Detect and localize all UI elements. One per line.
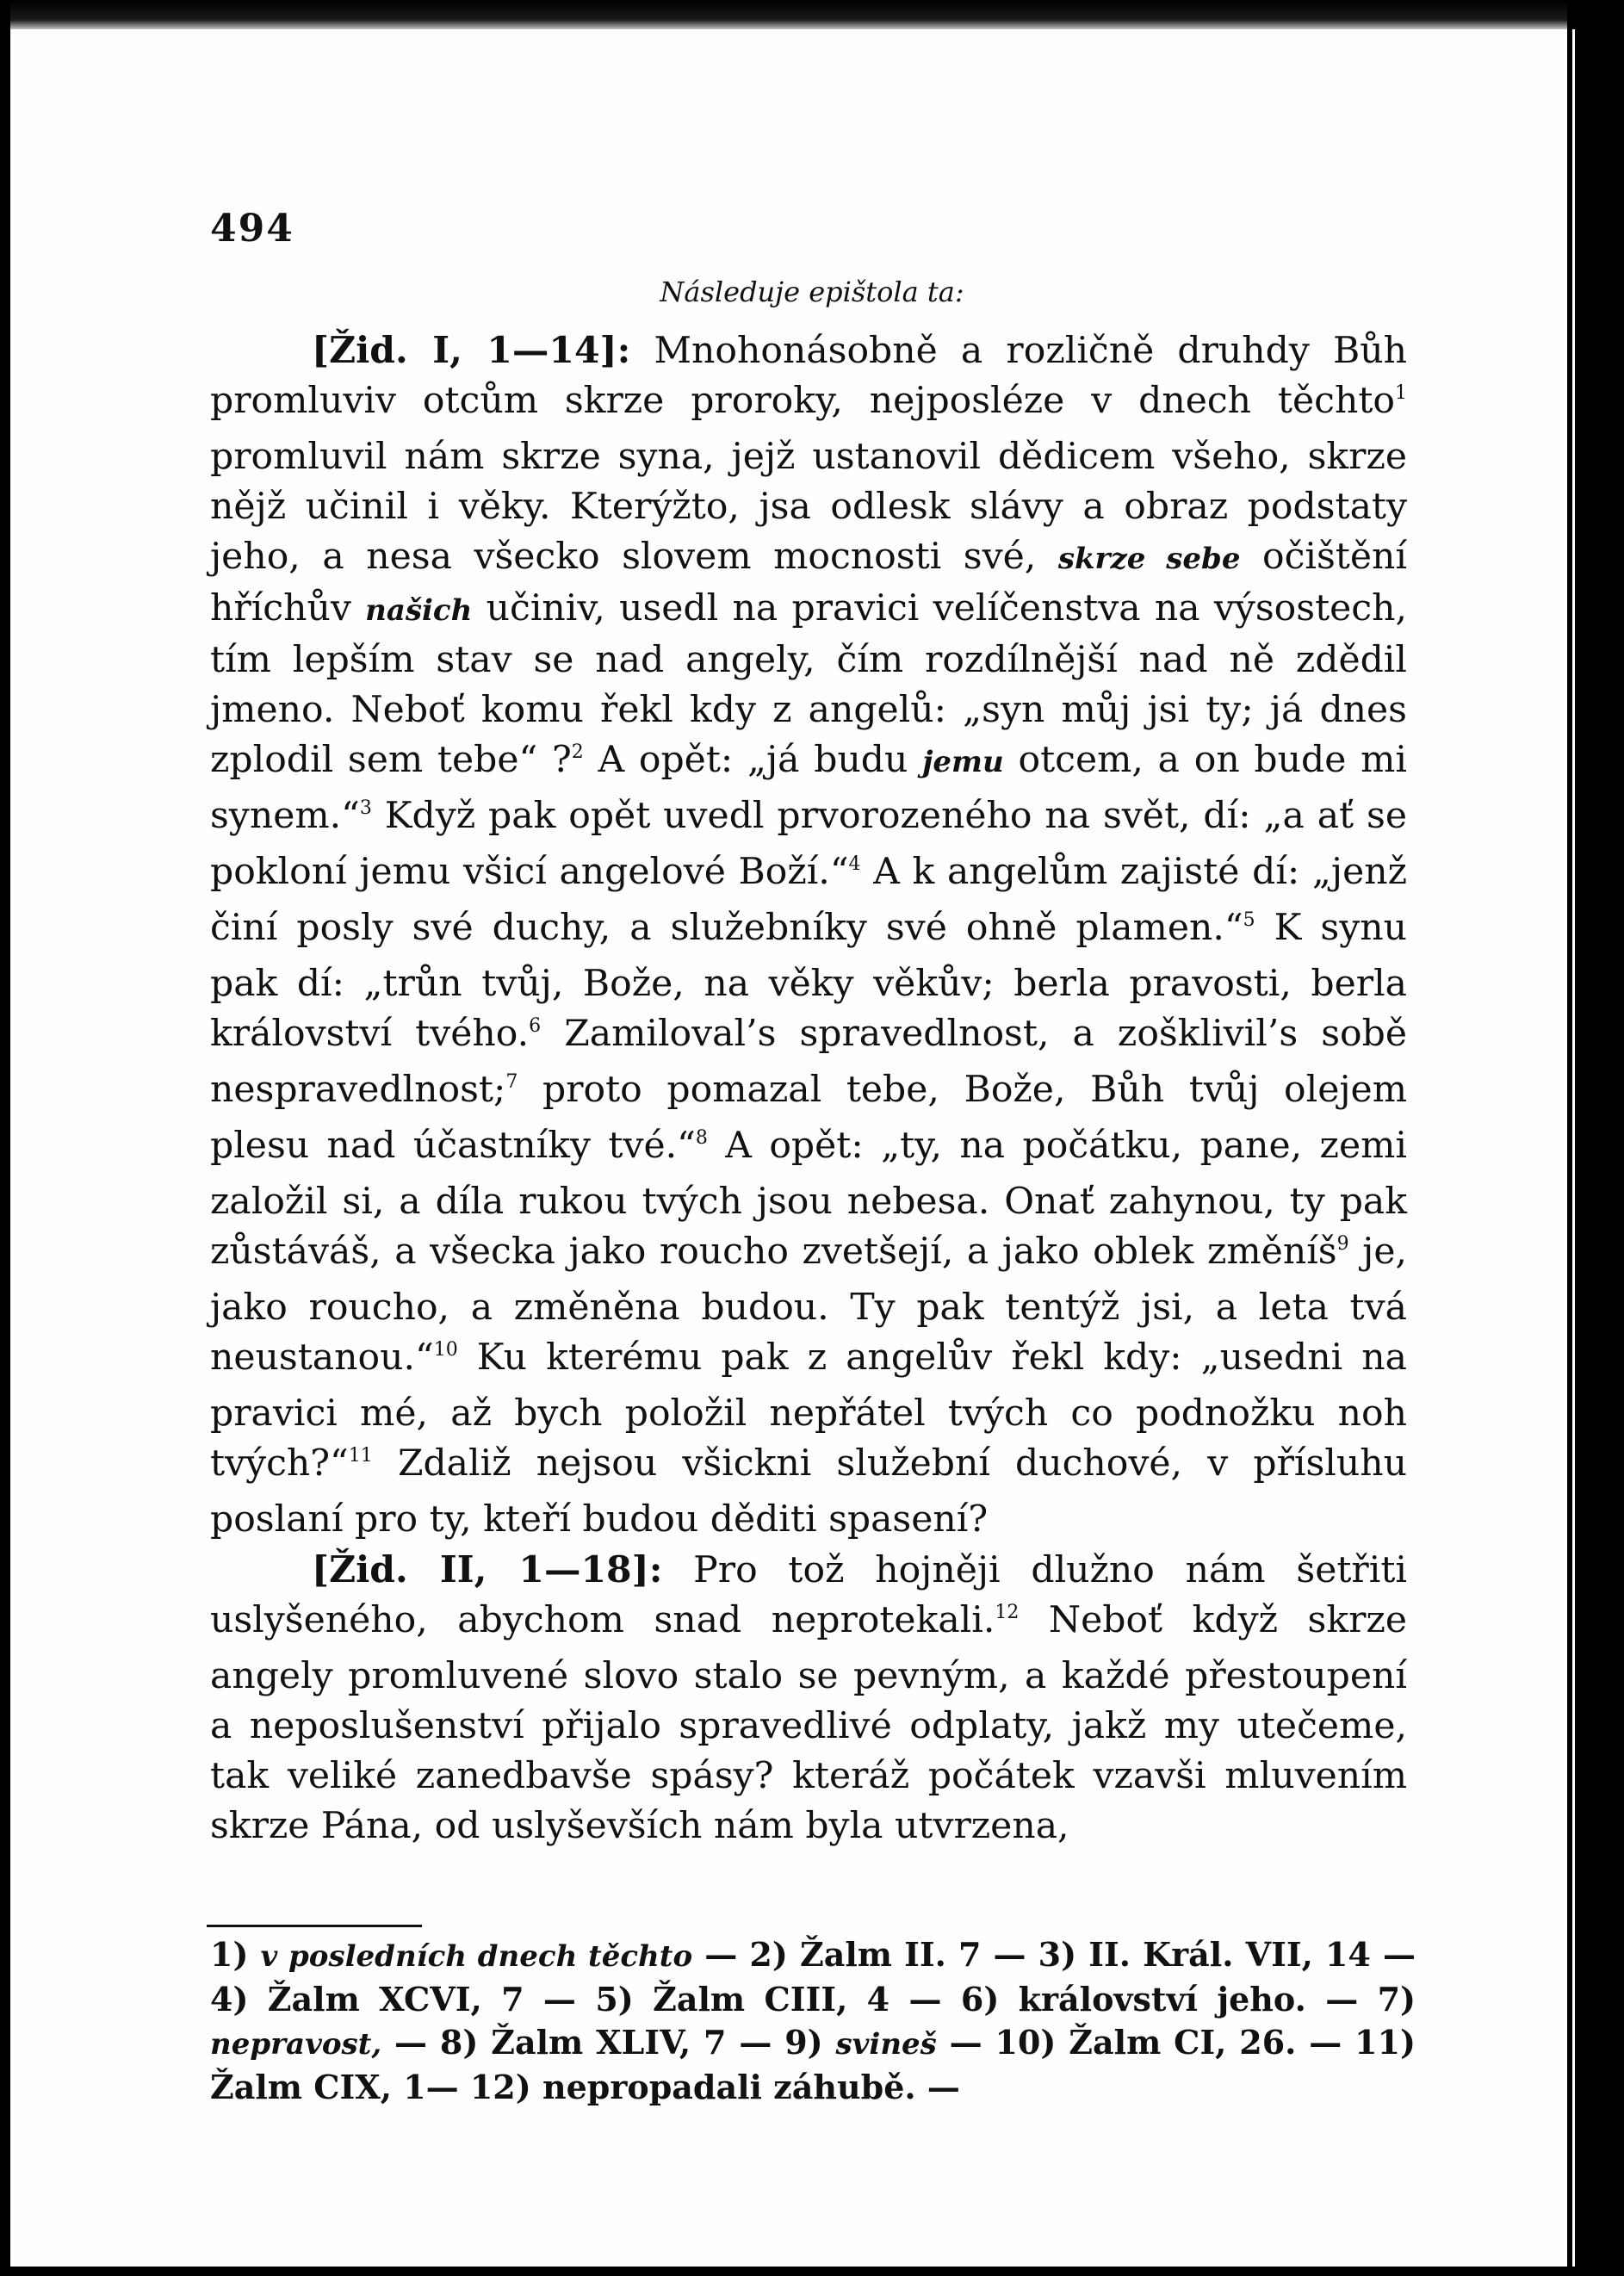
italic-phrase: jemu <box>922 745 1004 779</box>
text-segment: Pro tož hojněji dlužno nám šetřiti uslyšeného, abychom snad neprotekali. <box>210 1549 1407 1641</box>
footnote-marker: 5 <box>1243 909 1255 931</box>
text-segment: otcem, a on bude mi synem.“ <box>210 739 1407 837</box>
page-number: 494 <box>210 207 294 251</box>
footnote-marker: 2 <box>571 741 584 763</box>
text-segment: K synu pak dí: „trůn tvůj, Bože, na věky věkův; berla pravosti, berla království tvého. <box>210 907 1407 1055</box>
italic-phrase: našich <box>365 593 473 628</box>
footnote-marker: 7 <box>505 1071 518 1093</box>
text-segment: A k angelům zajisté dí: „jenž činí posly své duchy, a služebníky své ohně plamen.“ <box>210 851 1407 949</box>
footnote-number: 1) <box>210 1935 249 1974</box>
footnote-italic: v posledních dnech těchto <box>260 1939 693 1974</box>
section-heading: Následuje epištola ta: <box>660 276 964 308</box>
paragraph-1 <box>210 326 1407 1545</box>
footnote-italic: svineš <box>835 2027 937 2062</box>
footnote-divider <box>207 1925 422 1927</box>
text-segment: je, jako roucho, a změněna budou. Ty pak tentýž jsi, a leta tvá neustanou.“ <box>210 1231 1407 1379</box>
text-segment: proto pomazal tebe, Bože, Bůh tvůj olejem plesu nad účastníky tvé.“ <box>210 1069 1407 1167</box>
footnote-marker: 6 <box>529 1015 542 1037</box>
scripture-reference: [Žid. I, 1—14]: <box>312 329 631 372</box>
text-segment: Když pak opět uvedl prvorozeného na svět, dí: „a ať se pokloní jemu všicí angelové Boží.“ <box>210 795 1407 893</box>
text-segment: Mnohonásobně a rozličně druhdy Bůh promluviv otcům skrze proroky, nejposléze v dnech těchto <box>210 330 1407 422</box>
page-edge <box>1572 29 1575 2267</box>
footnote-text: — 10) Žalm CI, 26. — 11) Žalm CIX, 1— 12) nepropadali záhubě. — <box>210 2023 1416 2106</box>
text-segment: učiniv, usedl na pravici velíčenstva na výsostech, tím lepším stav se nad angely, čím rozdílnější nad ně zdědil jmeno. Neboť komu řekl kdy z angelů: „syn můj jsi ty; já dnes zplodil sem tebe“ ? <box>210 587 1407 781</box>
text-segment: Zamiloval’s spravedlnost, a zošklivil’s sobě nespravedlnost; <box>210 1013 1407 1111</box>
footnote-marker: 11 <box>348 1445 373 1467</box>
text-segment: A opět: „ty, na počátku, pane, zemi založil si, a díla rukou tvých jsou nebesa. Onať zahynou, ty pak zůstáváš, a všecka jako roucho zvetšejí, a jako oblek změníš <box>210 1125 1407 1273</box>
footnote-marker: 12 <box>995 1602 1020 1623</box>
scripture-reference: [Žid. II, 1—18]: <box>312 1548 663 1591</box>
text-segment: Zdaliž nejsou všickni služební duchové, v přísluhu poslaní pro ty, kteří budou děditi spasení? <box>210 1442 1407 1541</box>
footnote-marker: 9 <box>1336 1233 1349 1255</box>
body-text <box>210 326 1407 1851</box>
text-segment: Neboť když skrze angely promluvené slovo stalo se pevným, a každé přestoupení a neposlušenství přijalo spravedlivé odplaty, jakž my utečeme, tak veliké zanedbavše spásy? kteráž počátek vzavši mluvením skrze Pána, od uslyševších nám byla utvrzena, <box>210 1599 1407 1847</box>
footnote-marker: 3 <box>359 797 372 819</box>
paragraph-2 <box>210 1545 1407 1851</box>
text-segment: promluvil nám skrze syna, jejž ustanovil dědicem všeho, skrze nějž učinil i věky. Kterýžto, jsa odlesk slávy a obraz podstaty jeho, a nesa všecko slovem mocnosti své, <box>210 436 1407 578</box>
text-segment: Ku kterému pak z angelův řekl kdy: „usedni na pravici mé, až bych položil nepřátel tvých co podnožku noh tvých?“ <box>210 1336 1407 1485</box>
footnote-marker: 1 <box>1395 382 1407 404</box>
italic-phrase: skrze sebe <box>1057 542 1241 576</box>
footnotes <box>210 1933 1416 2109</box>
text-segment: A opět: „já budu <box>583 739 923 781</box>
footnote-marker: 4 <box>848 853 861 875</box>
footnote-italic: nepravost, <box>210 2027 382 2062</box>
footnote-text: — 2) Žalm II. 7 — 3) II. Král. VII, 14 — 4) Žalm XCVI, 7 — 5) Žalm CIII, 4 — 6) království jeho. — 7) <box>210 1935 1416 2019</box>
footnote-text: — 8) Žalm XLIV, 7 — 9) <box>381 2023 836 2062</box>
footnote-marker: 8 <box>695 1127 708 1149</box>
text-segment: očištění hříchův <box>210 536 1407 629</box>
footnote-marker: 10 <box>433 1339 458 1361</box>
scan-top-shadow <box>10 0 1567 33</box>
